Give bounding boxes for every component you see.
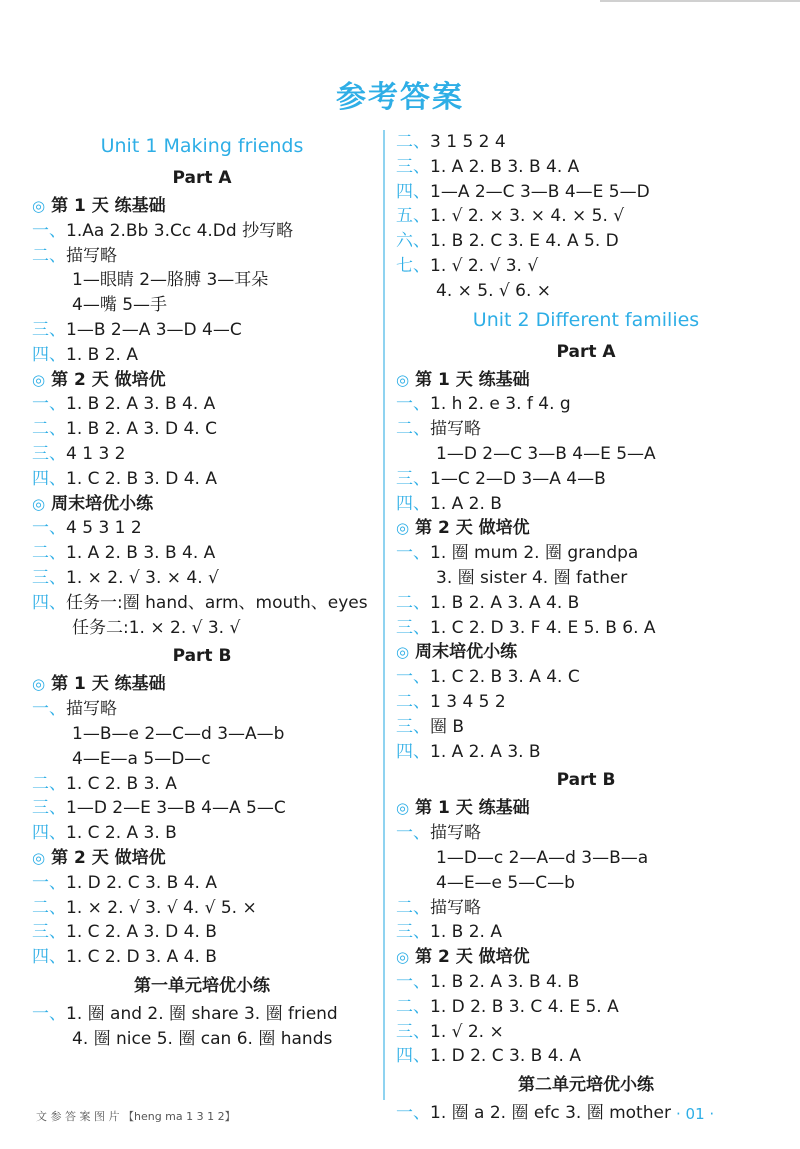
section-heading bbox=[396, 516, 776, 541]
question-number: 三、 bbox=[396, 156, 430, 177]
answer-text: 3 1 5 2 4 bbox=[430, 132, 506, 152]
question-number: 四、 bbox=[32, 947, 66, 968]
answer-text: 4 1 3 2 bbox=[66, 443, 126, 464]
left-column bbox=[32, 130, 372, 1052]
answer-text: 1. C 2. B 3. A bbox=[66, 773, 177, 794]
question-number: 四、 bbox=[396, 493, 430, 514]
question-number: 一、 bbox=[32, 1003, 66, 1024]
answer-line bbox=[396, 715, 776, 740]
answer-line bbox=[396, 130, 776, 155]
answer-text: 描写略 bbox=[430, 823, 481, 844]
question-number: 三、 bbox=[32, 798, 66, 819]
part-heading: Part B bbox=[556, 770, 616, 791]
question-number: 三、 bbox=[396, 1021, 430, 1042]
answer-text: 1. B 2. A 3. A 4. B bbox=[430, 592, 580, 613]
answer-line bbox=[32, 896, 372, 921]
answer-line bbox=[32, 417, 372, 442]
answer-continuation: 4—嘴 5—手 bbox=[72, 295, 168, 316]
question-number: 一、 bbox=[32, 394, 66, 415]
question-number: 三、 bbox=[32, 443, 66, 464]
question-number: 七、 bbox=[396, 255, 430, 276]
section-title: 第 1 天 练基础 bbox=[51, 674, 166, 695]
circle-bullet-icon: ◎ bbox=[396, 643, 410, 662]
answer-text: 1. B 2. A bbox=[430, 922, 502, 943]
answer-text: 1. B 2. A 3. B 4. B bbox=[430, 971, 580, 992]
answer-line bbox=[396, 995, 776, 1020]
question-number: 四、 bbox=[396, 741, 430, 762]
answer-line bbox=[396, 180, 776, 205]
answer-text: 1—B 2—A 3—D 4—C bbox=[66, 319, 242, 340]
answer-continuation: 4. × 5. √ 6. × bbox=[436, 280, 551, 301]
answer-text: 1. C 2. B 3. D 4. A bbox=[66, 468, 217, 489]
part-heading: Part A bbox=[172, 168, 232, 188]
answer-line bbox=[396, 1020, 776, 1045]
answer-text: 1. √ 2. × 3. × 4. × 5. √ bbox=[430, 206, 625, 227]
answer-text: 1. A 2. A 3. B bbox=[430, 741, 541, 762]
circle-bullet-icon: ◎ bbox=[32, 848, 46, 867]
answer-line bbox=[396, 690, 776, 715]
answer-text: 1. C 2. A 3. B bbox=[66, 823, 177, 844]
answer-text: 1—A 2—C 3—B 4—E 5—D bbox=[430, 181, 650, 202]
question-number: 二、 bbox=[32, 245, 66, 266]
column-divider bbox=[383, 130, 385, 1100]
answer-line bbox=[32, 442, 372, 467]
answer-line bbox=[32, 343, 372, 368]
answer-line bbox=[32, 920, 372, 945]
section-heading bbox=[32, 368, 372, 393]
answer-text: 1. 圈 a 2. 圈 efc 3. 圈 mother bbox=[430, 1103, 671, 1124]
answer-text: 1. B 2. A 3. B 4. A bbox=[66, 394, 216, 415]
answer-line bbox=[396, 1044, 776, 1069]
answer-line bbox=[396, 204, 776, 229]
section-title: 第 1 天 练基础 bbox=[415, 798, 530, 819]
answer-line bbox=[396, 591, 776, 616]
answer-line bbox=[32, 772, 372, 797]
answer-line bbox=[32, 318, 372, 343]
question-number: 二、 bbox=[396, 132, 430, 152]
question-number: 二、 bbox=[32, 897, 66, 918]
question-number: 二、 bbox=[396, 691, 430, 712]
answer-continuation: 1—眼睛 2—胳膊 3—耳朵 bbox=[72, 270, 269, 291]
question-number: 三、 bbox=[396, 617, 430, 638]
question-number: 四、 bbox=[396, 181, 430, 202]
answer-line bbox=[396, 229, 776, 254]
question-number: 一、 bbox=[396, 823, 430, 844]
section-heading bbox=[396, 796, 776, 821]
answer-text: 1. C 2. A 3. D 4. B bbox=[66, 922, 217, 943]
answer-text: 任务一:圈 hand、arm、mouth、eyes bbox=[66, 592, 368, 613]
answer-text: 圈 B bbox=[430, 716, 465, 737]
circle-bullet-icon: ◎ bbox=[32, 197, 46, 215]
unit-heading: Unit 2 Different families bbox=[472, 308, 700, 331]
section-title: 第 2 天 做培优 bbox=[51, 847, 166, 868]
answer-text: 1. √ 2. × bbox=[430, 1021, 504, 1042]
answer-text: 1. C 2. D 3. A 4. B bbox=[66, 947, 217, 968]
question-number: 四、 bbox=[32, 823, 66, 844]
section-title: 第 1 天 练基础 bbox=[415, 369, 530, 390]
answer-line bbox=[32, 591, 372, 616]
answer-text: 1. × 2. √ 3. × 4. √ bbox=[66, 567, 219, 588]
answer-text: 1 3 4 5 2 bbox=[430, 691, 506, 712]
answer-text: 描写略 bbox=[430, 897, 481, 918]
question-number: 三、 bbox=[32, 567, 66, 588]
answer-line bbox=[396, 740, 776, 765]
answer-line bbox=[396, 541, 776, 566]
answer-line bbox=[32, 945, 372, 970]
circle-bullet-icon: ◎ bbox=[396, 948, 410, 967]
answer-text: 1. h 2. e 3. f 4. g bbox=[430, 394, 571, 415]
answer-line bbox=[396, 1101, 776, 1126]
review-heading: 第二单元培优小练 bbox=[518, 1075, 654, 1096]
answer-continuation: 3. 圈 sister 4. 圈 father bbox=[436, 567, 628, 588]
answer-line bbox=[32, 467, 372, 492]
circle-bullet-icon: ◎ bbox=[32, 675, 46, 694]
answer-text: 4 5 3 1 2 bbox=[66, 518, 142, 539]
top-rule bbox=[600, 0, 800, 2]
question-number: 四、 bbox=[32, 344, 66, 365]
question-number: 四、 bbox=[396, 1046, 430, 1067]
answer-text: 1. × 2. √ 3. √ 4. √ 5. × bbox=[66, 897, 257, 918]
answer-line bbox=[396, 392, 776, 417]
answer-line bbox=[396, 896, 776, 921]
question-number: 一、 bbox=[396, 1103, 430, 1124]
question-number: 一、 bbox=[32, 872, 66, 893]
unit-heading: Unit 1 Making friends bbox=[100, 135, 304, 157]
answer-text: 描写略 bbox=[66, 245, 117, 266]
footer-note: 文 参 答 案 图 片 【heng ma 1 3 1 2】 bbox=[36, 1110, 236, 1123]
answer-line bbox=[396, 665, 776, 690]
right-column bbox=[396, 130, 776, 1126]
answer-continuation: 1—D—c 2—A—d 3—B—a bbox=[436, 847, 649, 868]
answer-line bbox=[32, 516, 372, 541]
answer-text: 1. 圈 mum 2. 圈 grandpa bbox=[430, 543, 639, 564]
question-number: 三、 bbox=[396, 716, 430, 737]
answer-line bbox=[396, 417, 776, 442]
answer-line bbox=[32, 244, 372, 269]
question-number: 一、 bbox=[396, 543, 430, 564]
answer-line bbox=[32, 392, 372, 417]
answer-text: 1. D 2. B 3. C 4. E 5. A bbox=[430, 996, 619, 1017]
page-number: · 01 · bbox=[676, 1105, 715, 1123]
answer-line bbox=[32, 541, 372, 566]
answer-line bbox=[396, 970, 776, 995]
question-number: 一、 bbox=[396, 667, 430, 688]
answer-line bbox=[32, 871, 372, 896]
part-heading: Part A bbox=[556, 341, 616, 362]
answer-text: 1. A 2. B 3. B 4. A bbox=[430, 156, 580, 177]
answer-text: 1. √ 2. √ 3. √ bbox=[430, 255, 539, 276]
answer-line bbox=[32, 697, 372, 722]
answer-continuation: 任务二:1. × 2. √ 3. √ bbox=[72, 617, 241, 638]
answer-text: 1. D 2. C 3. B 4. A bbox=[66, 872, 217, 893]
section-heading bbox=[32, 492, 372, 517]
answer-line bbox=[396, 920, 776, 945]
answer-text: 1—C 2—D 3—A 4—B bbox=[430, 468, 606, 489]
answer-text: 1. D 2. C 3. B 4. A bbox=[430, 1046, 581, 1067]
answer-continuation: 4. 圈 nice 5. 圈 can 6. 圈 hands bbox=[72, 1028, 333, 1049]
page-title: 参考答案 bbox=[336, 80, 464, 115]
section-title: 第 1 天 练基础 bbox=[51, 196, 166, 216]
question-number: 二、 bbox=[32, 419, 66, 440]
answer-text: 1. B 2. C 3. E 4. A 5. D bbox=[430, 231, 619, 252]
question-number: 五、 bbox=[396, 206, 430, 227]
circle-bullet-icon: ◎ bbox=[32, 370, 46, 389]
answer-text: 描写略 bbox=[66, 699, 117, 720]
section-title: 第 2 天 做培优 bbox=[51, 369, 166, 390]
answer-text: 1. C 2. D 3. F 4. E 5. B 6. A bbox=[430, 617, 656, 638]
question-number: 一、 bbox=[396, 394, 430, 415]
answer-continuation: 4—E—e 5—C—b bbox=[436, 872, 575, 893]
answer-line bbox=[396, 821, 776, 846]
section-heading bbox=[32, 672, 372, 697]
question-number: 六、 bbox=[396, 231, 430, 252]
answer-text: 1. B 2. A bbox=[66, 344, 138, 365]
section-title: 周末培优小练 bbox=[51, 493, 154, 514]
section-heading bbox=[32, 194, 372, 219]
circle-bullet-icon: ◎ bbox=[396, 370, 410, 389]
review-heading: 第一单元培优小练 bbox=[134, 975, 270, 996]
answer-text: 1.Aa 2.Bb 3.Cc 4.Dd 抄写略 bbox=[66, 220, 294, 241]
answer-line bbox=[32, 1002, 372, 1027]
question-number: 一、 bbox=[32, 699, 66, 720]
answer-line bbox=[396, 155, 776, 180]
answer-continuation: 1—D 2—C 3—B 4—E 5—A bbox=[436, 443, 656, 464]
section-heading bbox=[32, 846, 372, 871]
answer-text: 1—D 2—E 3—B 4—A 5—C bbox=[66, 798, 286, 819]
section-title: 第 2 天 做培优 bbox=[415, 947, 530, 968]
question-number: 二、 bbox=[396, 592, 430, 613]
question-number: 二、 bbox=[32, 543, 66, 564]
question-number: 二、 bbox=[396, 419, 430, 440]
answer-line bbox=[396, 254, 776, 279]
answer-text: 描写略 bbox=[430, 419, 481, 440]
question-number: 一、 bbox=[32, 220, 66, 241]
question-number: 四、 bbox=[32, 592, 66, 613]
answer-continuation: 1—B—e 2—C—d 3—A—b bbox=[72, 723, 285, 744]
part-heading: Part B bbox=[172, 646, 232, 667]
section-title: 第 2 天 做培优 bbox=[415, 518, 530, 539]
answer-text: 1. A 2. B bbox=[430, 493, 502, 514]
answer-line bbox=[396, 467, 776, 492]
question-number: 一、 bbox=[396, 971, 430, 992]
answer-line bbox=[396, 616, 776, 641]
answer-line bbox=[32, 796, 372, 821]
question-number: 二、 bbox=[396, 897, 430, 918]
section-title: 周末培优小练 bbox=[415, 642, 518, 663]
question-number: 三、 bbox=[32, 922, 66, 943]
question-number: 一、 bbox=[32, 518, 66, 539]
answer-text: 1. B 2. A 3. D 4. C bbox=[66, 419, 217, 440]
answer-line bbox=[32, 821, 372, 846]
question-number: 二、 bbox=[32, 773, 66, 794]
answer-text: 1. A 2. B 3. B 4. A bbox=[66, 543, 216, 564]
circle-bullet-icon: ◎ bbox=[32, 494, 46, 513]
question-number: 三、 bbox=[396, 468, 430, 489]
section-heading bbox=[396, 368, 776, 393]
section-heading bbox=[396, 640, 776, 665]
answer-line bbox=[32, 219, 372, 244]
answer-text: 1. C 2. B 3. A 4. C bbox=[430, 667, 580, 688]
answer-text: 1. 圈 and 2. 圈 share 3. 圈 friend bbox=[66, 1003, 338, 1024]
section-heading bbox=[396, 945, 776, 970]
question-number: 三、 bbox=[396, 922, 430, 943]
answer-line bbox=[32, 566, 372, 591]
answer-continuation: 4—E—a 5—D—c bbox=[72, 748, 211, 769]
question-number: 二、 bbox=[396, 996, 430, 1017]
answer-line bbox=[396, 492, 776, 517]
question-number: 四、 bbox=[32, 468, 66, 489]
circle-bullet-icon: ◎ bbox=[396, 799, 410, 818]
question-number: 三、 bbox=[32, 319, 66, 340]
circle-bullet-icon: ◎ bbox=[396, 519, 410, 538]
